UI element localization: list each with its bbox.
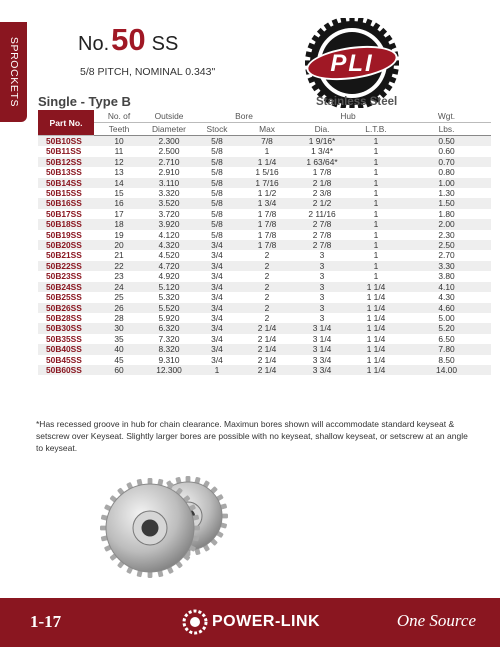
col-stock: Stock	[194, 123, 240, 136]
page-title	[78, 22, 178, 58]
cell-bore-stock: 3/4	[194, 344, 240, 354]
cell-hub-ltb: 1	[350, 178, 402, 188]
col-outside: Outside	[144, 110, 194, 123]
cell-outside-diameter: 7.320	[158, 333, 180, 344]
cell-weight: 2.30	[438, 229, 455, 240]
table-row	[38, 292, 491, 302]
cell-hub-dia: 3	[319, 250, 325, 261]
cell-teeth: 22	[94, 261, 144, 271]
cell-part-no: 50B21SS	[46, 250, 82, 261]
table-row	[38, 365, 491, 375]
col-no-of: No. of	[94, 110, 144, 123]
cell-weight: 1.00	[402, 178, 491, 188]
cell-hub-ltb: 1	[373, 229, 379, 240]
cell-outside-diameter: 9.310	[158, 354, 180, 365]
cell-weight: 6.50	[438, 333, 455, 344]
cell-outside-diameter: 4.720	[144, 261, 194, 271]
cell-hub-ltb: 1 1/4	[350, 323, 402, 333]
cell-weight: 2.70	[438, 250, 455, 261]
table-row	[38, 323, 491, 333]
cell-outside-diameter: 2.710	[144, 157, 194, 167]
cell-hub-dia: 3 3/4	[312, 354, 332, 365]
cell-bore-max: 2 1/4	[240, 323, 294, 333]
col-max: Max	[240, 123, 294, 136]
cell-teeth: 24	[94, 282, 144, 292]
cell-teeth: 13	[114, 167, 124, 178]
cell-part-no: 50B19SS	[46, 229, 82, 240]
cell-hub-dia: 1 7/8	[312, 167, 332, 178]
cell-hub-dia: 3	[319, 292, 325, 303]
cell-teeth: 45	[114, 354, 124, 365]
cell-part-no: 50B30SS	[38, 323, 94, 333]
cell-bore-stock: 5/8	[194, 219, 240, 229]
cell-bore-max: 1	[264, 146, 270, 157]
cell-hub-dia: 3	[294, 282, 350, 292]
tagline: One Source	[396, 611, 476, 630]
cell-bore-stock: 3/4	[211, 333, 223, 344]
cell-teeth: 21	[114, 250, 124, 261]
cell-hub-ltb: 1	[373, 167, 379, 178]
cell-bore-max: 2 1/4	[240, 344, 294, 354]
cell-weight: 3.80	[438, 271, 455, 282]
table-row	[38, 167, 491, 177]
cell-outside-diameter: 5.320	[158, 292, 180, 303]
cell-outside-diameter: 5.520	[144, 303, 194, 313]
cell-hub-dia: 3 1/4	[312, 333, 332, 344]
cell-weight: 2.50	[402, 240, 491, 250]
table-row	[38, 261, 491, 271]
cell-weight: 8.50	[438, 354, 455, 365]
cell-bore-stock: 5/8	[211, 146, 223, 157]
cell-outside-diameter: 4.320	[144, 240, 194, 250]
cell-hub-dia: 2 7/8	[294, 240, 350, 250]
logo-text: PLI	[330, 50, 374, 77]
table-row	[38, 344, 491, 354]
cell-bore-stock: 3/4	[211, 292, 223, 303]
cell-part-no: 50B26SS	[38, 303, 94, 313]
cell-teeth: 11	[114, 146, 124, 157]
cell-bore-stock: 5/8	[194, 198, 240, 208]
cell-hub-ltb: 1	[373, 146, 379, 157]
cell-part-no: 50B45SS	[46, 354, 82, 365]
cell-hub-ltb: 1	[373, 188, 379, 199]
cell-part-no: 50B14SS	[38, 178, 94, 188]
cell-hub-ltb: 1	[350, 198, 402, 208]
cell-bore-stock: 5/8	[194, 157, 240, 167]
cell-bore-stock: 3/4	[194, 282, 240, 292]
sprocket-photo	[90, 462, 240, 587]
cell-hub-ltb: 1	[350, 157, 402, 167]
cell-hub-dia: 2 1/8	[294, 178, 350, 188]
col-teeth: Teeth	[94, 123, 144, 136]
material-label: Stainless Steel	[316, 96, 398, 108]
cell-hub-dia: 1 3/4*	[311, 146, 333, 157]
title-suffix: SS	[151, 33, 179, 55]
cell-teeth: 26	[94, 303, 144, 313]
cell-teeth: 14	[94, 178, 144, 188]
cell-hub-ltb: 1	[373, 250, 379, 261]
cell-teeth: 17	[114, 208, 124, 219]
cell-teeth: 18	[94, 219, 144, 229]
cell-bore-stock: 3/4	[194, 240, 240, 250]
cell-part-no: 50B17SS	[46, 208, 82, 219]
table-row	[38, 303, 491, 313]
cell-hub-ltb: 1	[350, 136, 402, 147]
cell-bore-max: 1 1/4	[240, 157, 294, 167]
cell-teeth: 20	[94, 240, 144, 250]
cell-hub-dia: 3	[319, 312, 325, 323]
cell-bore-max: 1 7/8	[257, 229, 277, 240]
cell-outside-diameter: 8.320	[144, 344, 194, 354]
cell-part-no: 50B12SS	[38, 157, 94, 167]
pli-logo	[282, 18, 422, 108]
cell-weight: 5.20	[402, 323, 491, 333]
cell-weight: 5.00	[438, 312, 455, 323]
cell-weight: 7.80	[402, 344, 491, 354]
table-row	[38, 209, 491, 219]
cell-outside-diameter: 4.520	[158, 250, 180, 261]
cell-bore-max: 1 7/16	[240, 178, 294, 188]
table-row	[38, 136, 491, 147]
cell-bore-max: 7/8	[240, 136, 294, 147]
table-header-row	[38, 110, 491, 123]
cell-outside-diameter: 5.120	[144, 282, 194, 292]
cell-hub-dia: 3 1/4	[294, 323, 350, 333]
cell-outside-diameter: 12.300	[144, 365, 194, 375]
cell-hub-dia: 2 7/8	[294, 219, 350, 229]
cell-outside-diameter: 3.110	[144, 178, 194, 188]
cell-hub-dia: 2 3/8	[312, 188, 332, 199]
cell-bore-stock: 1	[194, 365, 240, 375]
cell-bore-max: 2 1/4	[257, 333, 277, 344]
table-row	[38, 188, 491, 198]
cell-bore-stock: 5/8	[194, 136, 240, 147]
sprocket-spec-table	[38, 110, 491, 375]
cell-hub-dia: 2 1/2	[294, 198, 350, 208]
cell-weight: 4.60	[402, 303, 491, 313]
cell-bore-max: 2	[264, 250, 270, 261]
col-part-no: Part No.	[38, 110, 94, 136]
cell-teeth: 60	[94, 365, 144, 375]
cell-part-no: 50B18SS	[38, 219, 94, 229]
col-ltb: L.T.B.	[350, 123, 402, 136]
col-bore: Bore	[194, 110, 294, 123]
cell-bore-stock: 5/8	[211, 229, 223, 240]
table-row	[38, 178, 491, 188]
cell-bore-stock: 3/4	[211, 271, 223, 282]
table-subheader-row	[38, 123, 491, 136]
cell-hub-ltb: 1 1/4	[366, 354, 386, 365]
cell-bore-max: 2	[240, 303, 294, 313]
cell-bore-max: 2	[264, 292, 270, 303]
cell-teeth: 35	[114, 333, 124, 344]
cell-outside-diameter: 3.920	[144, 219, 194, 229]
cell-bore-max: 1 1/2	[257, 188, 277, 199]
cell-bore-max: 2	[240, 261, 294, 271]
table-row	[38, 240, 491, 250]
col-dia: Dia.	[294, 123, 350, 136]
cell-bore-max: 1 7/8	[257, 208, 277, 219]
cell-outside-diameter: 5.920	[158, 312, 180, 323]
cell-bore-max: 2 1/4	[257, 354, 277, 365]
power-link-brand	[182, 607, 320, 637]
cell-part-no: 50B23SS	[46, 271, 82, 282]
cell-part-no: 50B24SS	[38, 282, 94, 292]
cell-part-no: 50B15SS	[46, 188, 82, 199]
cell-bore-max: 1 3/4	[240, 198, 294, 208]
cell-outside-diameter: 4.120	[158, 229, 180, 240]
power-link-logo-icon	[182, 609, 208, 635]
cell-teeth: 12	[94, 157, 144, 167]
cell-hub-dia: 1 63/64*	[294, 157, 350, 167]
cell-part-no: 50B13SS	[46, 167, 82, 178]
section-tab	[0, 22, 27, 122]
cell-weight: 4.30	[438, 292, 455, 303]
cell-teeth: 40	[94, 344, 144, 354]
cell-weight: 1.80	[438, 208, 455, 219]
cell-weight: 0.80	[438, 167, 455, 178]
table-row	[38, 355, 491, 365]
cell-hub-ltb: 1 1/4	[366, 333, 386, 344]
table-row	[38, 334, 491, 344]
cell-teeth: 16	[94, 198, 144, 208]
cell-weight: 1.30	[438, 188, 455, 199]
cell-teeth: 30	[94, 323, 144, 333]
cell-bore-max: 2 1/4	[240, 365, 294, 375]
cell-bore-max: 2	[264, 271, 270, 282]
footnote: *Has recessed groove in hub for chain clearance. Maximun bores shown will accommodate standard keyseat & setscrew over Keyseat. Slightly larger bores are possible with no keyseat, shallow keyseat, or setscrew at an angle to keyseat.	[36, 419, 468, 454]
table-row	[38, 146, 491, 156]
cell-outside-diameter: 2.300	[144, 136, 194, 147]
cell-outside-diameter: 2.910	[158, 167, 180, 178]
cell-part-no: 50B35SS	[46, 333, 82, 344]
cell-bore-max: 1 7/8	[240, 219, 294, 229]
col-wgt: Wgt.	[402, 110, 491, 123]
cell-part-no: 50B11SS	[46, 146, 82, 157]
cell-bore-stock: 5/8	[211, 188, 223, 199]
table-row	[38, 313, 491, 323]
section-tab-label: SPROCKETS	[8, 36, 20, 108]
cell-part-no: 50B25SS	[46, 292, 82, 303]
cell-part-no: 50B60SS	[38, 365, 94, 375]
cell-hub-ltb: 1 1/4	[350, 344, 402, 354]
cell-bore-stock: 3/4	[194, 303, 240, 313]
cell-outside-diameter: 2.500	[158, 146, 180, 157]
cell-outside-diameter: 6.320	[144, 323, 194, 333]
cell-bore-max: 1 7/8	[240, 240, 294, 250]
cell-part-no: 50B28SS	[46, 312, 82, 323]
cell-teeth: 23	[114, 271, 124, 282]
cell-part-no: 50B20SS	[38, 240, 94, 250]
cell-hub-ltb: 1	[350, 240, 402, 250]
cell-teeth: 10	[94, 136, 144, 147]
page-number: 1-17	[30, 612, 62, 631]
cell-hub-dia: 3 1/4	[294, 344, 350, 354]
cell-bore-stock: 3/4	[211, 312, 223, 323]
cell-hub-ltb: 1	[373, 208, 379, 219]
cell-bore-stock: 3/4	[194, 261, 240, 271]
cell-part-no: 50B40SS	[38, 344, 94, 354]
cell-weight: 4.10	[402, 282, 491, 292]
table-row	[38, 219, 491, 229]
cell-part-no: 50B22SS	[38, 261, 94, 271]
cell-bore-max: 1 5/16	[255, 167, 279, 178]
cell-part-no: 50B10SS	[38, 136, 94, 147]
cell-hub-ltb: 1 1/4	[350, 282, 402, 292]
cell-bore-stock: 5/8	[211, 208, 223, 219]
cell-outside-diameter: 4.920	[158, 271, 180, 282]
table-row	[38, 198, 491, 208]
col-hub: Hub	[294, 110, 402, 123]
cell-hub-dia: 3	[319, 271, 325, 282]
table-row	[38, 230, 491, 240]
cell-bore-stock: 3/4	[211, 354, 223, 365]
cell-hub-dia: 1 9/16*	[294, 136, 350, 147]
cell-teeth: 19	[114, 229, 124, 240]
cell-weight: 2.00	[402, 219, 491, 229]
title-number: 50	[111, 22, 146, 57]
cell-bore-stock: 5/8	[194, 178, 240, 188]
cell-hub-dia: 3	[294, 261, 350, 271]
cell-hub-ltb: 1	[350, 219, 402, 229]
col-diameter: Diameter	[144, 123, 194, 136]
table-row	[38, 271, 491, 281]
cell-outside-diameter: 3.320	[158, 188, 180, 199]
cell-weight: 0.50	[402, 136, 491, 147]
cell-hub-dia: 2 11/16	[308, 208, 336, 219]
cell-bore-stock: 3/4	[194, 323, 240, 333]
cell-weight: 0.60	[438, 146, 455, 157]
brand-name: POWER-LINK	[212, 613, 321, 630]
cell-outside-diameter: 3.520	[144, 198, 194, 208]
cell-hub-ltb: 1	[373, 271, 379, 282]
col-lbs: Lbs.	[402, 123, 491, 136]
table-row	[38, 250, 491, 260]
table-row	[38, 282, 491, 292]
section-title: Single - Type B	[38, 94, 131, 109]
cell-weight: 3.30	[402, 261, 491, 271]
page-subtitle: 5/8 PITCH, NOMINAL 0.343"	[80, 66, 216, 78]
title-no-label: No.	[78, 33, 110, 55]
cell-hub-ltb: 1 1/4	[350, 303, 402, 313]
cell-hub-dia: 2 7/8	[312, 229, 332, 240]
table-row	[38, 157, 491, 167]
cell-hub-ltb: 1	[350, 261, 402, 271]
cell-weight: 14.00	[402, 365, 491, 375]
cell-teeth: 25	[114, 292, 124, 303]
cell-hub-ltb: 1 1/4	[350, 365, 402, 375]
cell-weight: 0.70	[402, 157, 491, 167]
cell-hub-dia: 3 3/4	[294, 365, 350, 375]
cell-hub-ltb: 1 1/4	[366, 312, 386, 323]
cell-bore-stock: 3/4	[211, 250, 223, 261]
cell-teeth: 28	[114, 312, 124, 323]
cell-outside-diameter: 3.720	[158, 208, 180, 219]
cell-part-no: 50B16SS	[38, 198, 94, 208]
cell-hub-dia: 3	[294, 303, 350, 313]
cell-weight: 1.50	[402, 198, 491, 208]
cell-bore-max: 2	[264, 312, 270, 323]
cell-hub-ltb: 1 1/4	[366, 292, 386, 303]
footer-bar	[0, 598, 500, 647]
cell-teeth: 15	[114, 188, 124, 199]
cell-bore-max: 2	[240, 282, 294, 292]
cell-bore-stock: 5/8	[211, 167, 223, 178]
